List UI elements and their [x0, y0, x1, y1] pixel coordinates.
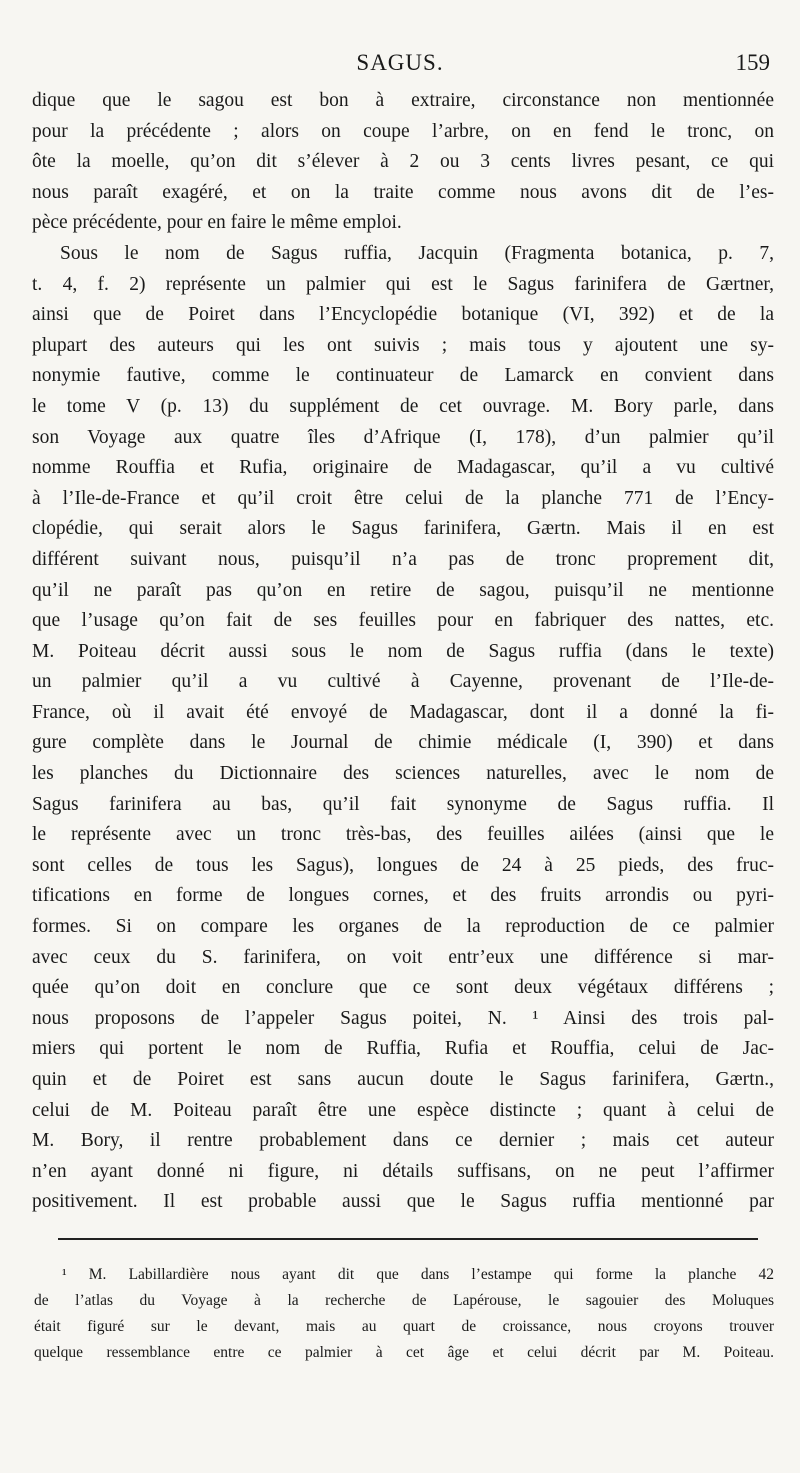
- text-line: clopédie, qui serait alors le Sagus farinifera, Gærtn. Mais il en est: [32, 518, 774, 540]
- text-line: plupart des auteurs qui les ont suivis ; mais tous y ajoutent une sy-: [32, 334, 774, 356]
- text-line: différent suivant nous, puisqu’il n’a pas de tronc proprement dit,: [32, 548, 774, 570]
- footnote: [34, 1262, 774, 1366]
- text-line: quin et de Poiret est sans aucun doute le Sagus farinifera, Gærtn.,: [32, 1069, 774, 1090]
- text-line: quée qu’on doit en conclure que ce sont deux végétaux différens ;: [32, 977, 774, 999]
- text-line: que l’usage qu’on fait de ses feuilles pour en fabriquer des nattes, etc.: [32, 610, 774, 632]
- text-line: M. Poiteau décrit aussi sous le nom de Sagus ruffia (dans le texte): [32, 640, 774, 662]
- text-line: France, où il avait été envoyé de Madagascar, dont il a donné la fi-: [32, 701, 774, 723]
- text-line: son Voyage aux quatre îles d’Afrique (I, 178), d’un palmier qu’il: [32, 426, 774, 448]
- page-number: 159: [735, 50, 770, 75]
- text-line: n’en ayant donné ni figure, ni détails suffisans, on ne peut l’affirmer: [32, 1160, 774, 1182]
- text-line: positivement. Il est probable aussi que le Sagus ruffia mentionné par: [32, 1191, 774, 1213]
- running-title: SAGUS.: [356, 50, 444, 75]
- footnote-line: quelque ressemblance entre ce palmier à cet âge et celui décrit par M. Poiteau.: [34, 1344, 774, 1361]
- text-line: M. Bory, il rentre probablement dans ce dernier ; mais cet auteur: [32, 1130, 774, 1152]
- text-line: Sagus farinifera au bas, qu’il fait synonyme de Sagus ruffia. Il: [32, 793, 774, 815]
- text-line: miers qui portent le nom de Ruffia, Rufia et Rouffia, celui de Jac-: [32, 1038, 774, 1060]
- text-line: le tome V (p. 13) du supplément de cet ouvrage. M. Bory parle, dans: [32, 395, 774, 417]
- text-line: nous paraît exagéré, et on la traite comme nous avons dit de l’es-: [32, 181, 774, 203]
- text-line: qu’il ne paraît pas qu’on en retire de sagou, puisqu’il ne mentionne: [32, 579, 774, 601]
- body-text: [32, 86, 774, 1218]
- footnote-line: de l’atlas du Voyage à la recherche de Lapérouse, le sagouier des Moluques: [34, 1292, 774, 1309]
- text-line: tifications en forme de longues cornes, et des fruits arrondis ou pyri-: [32, 885, 774, 907]
- footnote-rule: [58, 1238, 758, 1240]
- footnote-line: ¹ M. Labillardière nous ayant dit que dans l’estampe qui forme la planche 42: [62, 1266, 774, 1283]
- text-line: ôte la moelle, qu’on dit s’élever à 2 ou 3 cents livres pesant, ce qui: [32, 151, 774, 173]
- text-line: un palmier qu’il a vu cultivé à Cayenne, provenant de l’Ile-de-: [32, 671, 774, 693]
- text-line: t. 4, f. 2) représente un palmier qui est le Sagus farinifera de Gærtner,: [32, 273, 774, 295]
- footnote-line: était figuré sur le devant, mais au quart de croissance, nous croyons trouver: [34, 1318, 774, 1335]
- text-line: nomme Rouffia et Rufia, originaire de Madagascar, qu’il a vu cultivé: [32, 457, 774, 479]
- text-line: formes. Si on compare les organes de la reproduction de ce palmier: [32, 916, 774, 938]
- text-line: nous proposons de l’appeler Sagus poitei, N. ¹ Ainsi des trois pal-: [32, 1007, 774, 1029]
- text-line: pèce précédente, pour en faire le même emploi.: [32, 212, 402, 234]
- text-line: dique que le sagou est bon à extraire, circonstance non mentionnée: [32, 90, 774, 111]
- text-line: les planches du Dictionnaire des sciences naturelles, avec le nom de: [32, 763, 774, 785]
- running-head: [0, 50, 800, 84]
- text-line: le représente avec un tronc très-bas, des feuilles ailées (ainsi que le: [32, 824, 774, 846]
- text-line: nonymie fautive, comme le continuateur de Lamarck en convient dans: [32, 365, 774, 387]
- text-line: à l’Ile-de-France et qu’il croit être celui de la planche 771 de l’Ency-: [32, 487, 774, 509]
- text-line: pour la précédente ; alors on coupe l’arbre, on en fend le tronc, on: [32, 120, 774, 142]
- text-line: ainsi que de Poiret dans l’Encyclopédie botanique (VI, 392) et de la: [32, 304, 774, 326]
- text-line: celui de M. Poiteau paraît être une espèce distincte ; quant à celui de: [32, 1099, 774, 1121]
- text-line: Sous le nom de Sagus ruffia, Jacquin (Fragmenta botanica, p. 7,: [60, 242, 774, 264]
- text-line: sont celles de tous les Sagus), longues de 24 à 25 pieds, des fruc-: [32, 854, 774, 876]
- text-line: gure complète dans le Journal de chimie médicale (I, 390) et dans: [32, 732, 774, 754]
- text-line: avec ceux du S. farinifera, on voit entr’eux une différence si mar-: [32, 946, 774, 968]
